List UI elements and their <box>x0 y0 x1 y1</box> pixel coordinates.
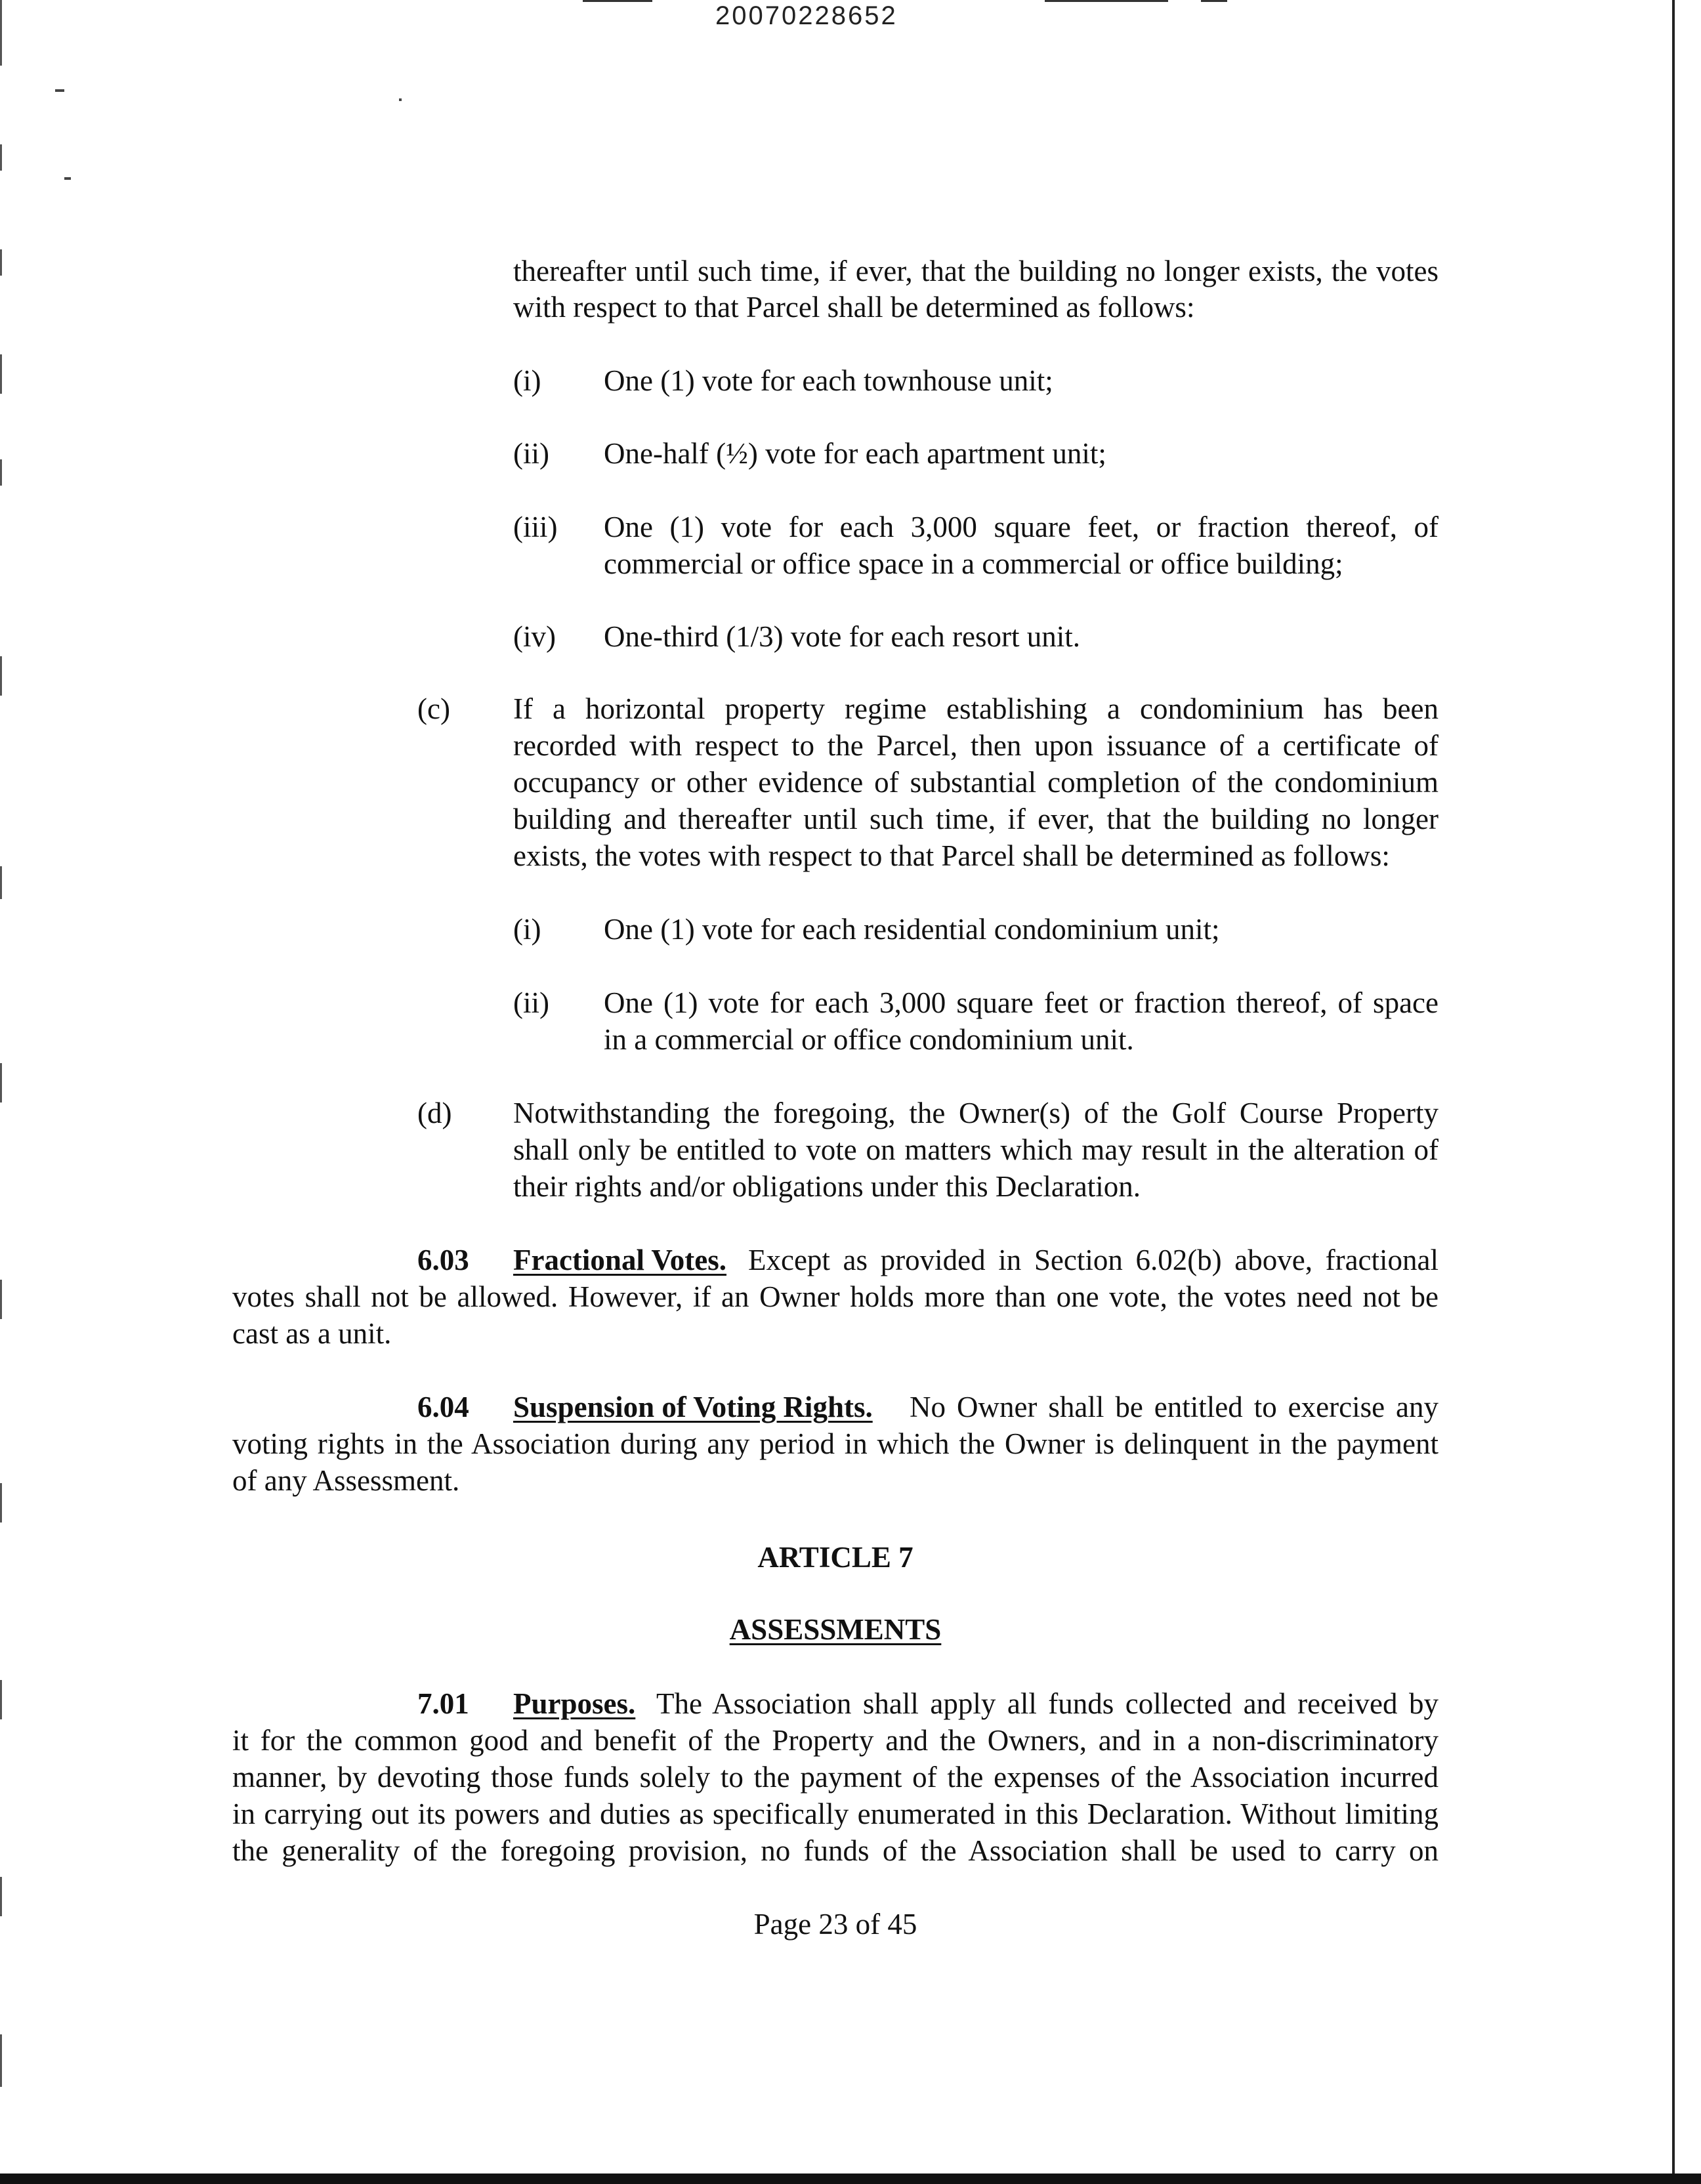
scan-left-mark <box>0 656 2 696</box>
list-label: (ii) <box>513 986 549 1019</box>
scan-left-mark <box>0 144 2 171</box>
paragraph-line: votes shall not be allowed. However, if an Owner holds more than one vote, the votes need not be <box>232 1280 1438 1313</box>
list-item-text: One-half (½) vote for each apartment unit; <box>604 437 1106 470</box>
paragraph-line: thereafter until such time, if ever, that the building no longer exists, the votes <box>513 255 1438 287</box>
document-number: 20070228652 <box>715 1 898 30</box>
paragraph-line: Except as provided in Section 6.02(b) above, fractional <box>748 1244 1438 1276</box>
list-item-text: One-third (1/3) vote for each resort unit. <box>604 620 1080 653</box>
scan-left-mark <box>0 459 2 486</box>
section-title: Fractional Votes. <box>513 1244 726 1276</box>
paragraph-line: in carrying out its powers and duties as specifically enumerated in this Declaration. Without limiting <box>232 1797 1438 1830</box>
scan-left-mark <box>0 1280 2 1319</box>
paragraph-line: manner, by devoting those funds solely to the payment of the expenses of the Association incurred <box>232 1761 1438 1794</box>
list-label: (i) <box>513 364 541 397</box>
paragraph-line: exists, the votes with respect to that Parcel shall be determined as follows: <box>513 839 1390 872</box>
paragraph-line: the generality of the foregoing provision, no funds of the Association shall be used to carry on <box>232 1834 1438 1867</box>
scan-speck <box>55 89 64 92</box>
top-rule-far-right <box>1201 0 1227 2</box>
article-heading: ARTICLE 7 <box>757 1541 914 1574</box>
paragraph-line: cast as a unit. <box>232 1317 392 1350</box>
scan-left-mark <box>0 1483 2 1522</box>
paragraph-label: (c) <box>417 692 450 725</box>
paragraph-line: No Owner shall be entitled to exercise any <box>910 1391 1438 1423</box>
paragraph-line: The Association shall apply all funds collected and received by <box>656 1687 1438 1720</box>
list-item-text: in a commercial or office condominium unit. <box>604 1023 1134 1056</box>
paragraph-line: shall only be entitled to vote on matters which may result in the alteration of <box>513 1133 1438 1166</box>
scan-left-mark <box>0 249 2 276</box>
paragraph-label: (d) <box>417 1097 452 1129</box>
section-title: Suspension of Voting Rights. <box>513 1391 873 1423</box>
list-item-text: One (1) vote for each residential condominium unit; <box>604 913 1220 946</box>
section-number: 6.04 <box>417 1391 469 1423</box>
section-number: 6.03 <box>417 1244 469 1276</box>
scan-left-mark <box>0 866 2 899</box>
paragraph-line: it for the common good and benefit of the Property and the Owners, and in a non-discriminatory <box>232 1724 1438 1757</box>
scan-speck <box>399 98 402 101</box>
scan-left-mark <box>0 1680 2 1719</box>
top-rule-left <box>583 0 652 2</box>
section-number: 7.01 <box>417 1687 469 1720</box>
scan-left-mark <box>0 1063 2 1102</box>
list-item-text: One (1) vote for each 3,000 square feet, or fraction thereof, of <box>604 511 1438 543</box>
paragraph-line: occupancy or other evidence of substantial completion of the condominium <box>513 766 1438 799</box>
scan-bottom-edge <box>0 2174 1701 2184</box>
list-label: (i) <box>513 913 541 946</box>
paragraph-line: Notwithstanding the foregoing, the Owner(s) of the Golf Course Property <box>513 1097 1438 1129</box>
page-number: Page 23 of 45 <box>753 1908 917 1941</box>
scan-left-mark <box>0 354 2 394</box>
paragraph-line: If a horizontal property regime establishing a condominium has been <box>513 692 1438 725</box>
paragraph-line: building and thereafter until such time, if ever, that the building no longer <box>513 803 1438 835</box>
paragraph-line: recorded with respect to the Parcel, then upon issuance of a certificate of <box>513 729 1438 762</box>
list-label: (ii) <box>513 437 549 470</box>
list-item-text: One (1) vote for each townhouse unit; <box>604 364 1053 397</box>
scan-left-mark <box>0 0 2 66</box>
paragraph-line: their rights and/or obligations under this Declaration. <box>513 1170 1141 1203</box>
list-item-text: One (1) vote for each 3,000 square feet or fraction thereof, of space <box>604 986 1438 1019</box>
section-title: Purposes. <box>513 1687 636 1720</box>
list-label: (iii) <box>513 511 558 543</box>
article-title: ASSESSMENTS <box>729 1613 942 1646</box>
scan-right-edge <box>1672 0 1675 2174</box>
paragraph-line: with respect to that Parcel shall be determined as follows: <box>513 291 1195 324</box>
list-label: (iv) <box>513 620 556 653</box>
top-rule-right <box>1045 0 1168 2</box>
paragraph-line: of any Assessment. <box>232 1464 460 1497</box>
scan-left-mark <box>0 2034 2 2087</box>
list-item-text: commercial or office space in a commercial or office building; <box>604 547 1343 580</box>
scan-speck <box>64 177 71 180</box>
paragraph-line: voting rights in the Association during any period in which the Owner is delinquent in the payment <box>232 1427 1438 1460</box>
